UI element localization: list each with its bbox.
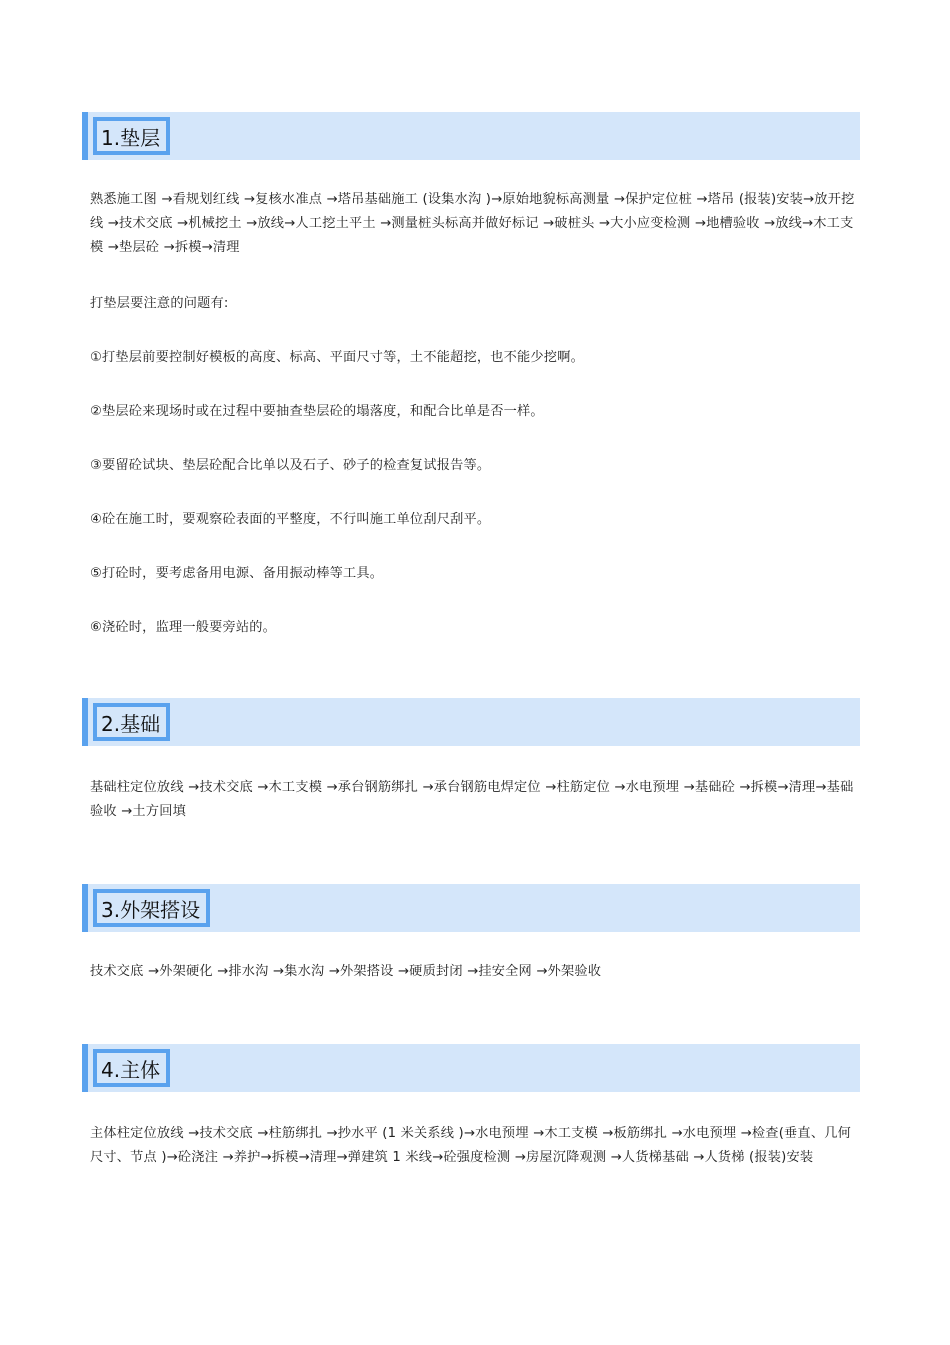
section-3-heading: 3.外架搭设 (93, 889, 210, 927)
section-3-process: 技术交底 →外架硬化 →排水沟 →集水沟 →外架搭设 →硬质封闭 →挂安全网 →外架验收 (90, 964, 602, 979)
section-1-note-2: ②垫层砼来现场时或在过程中要抽查垫层砼的塌落度，和配合比单是否一样。 (90, 404, 544, 419)
section-4-process: 主体柱定位放线 →技术交底 →柱筋绑扎 →抄水平 (1 米关系线 )→水电预埋 →木工支模 →板筋绑扎 →水电预埋 →检查(垂直、几何尺寸、节点 )→砼浇注 →养护→拆模→清理→弹建筑 1 米线→砼强度检测 →房屋沉降观测 →人货梯基础 →人货梯 (报装)安装 (90, 1126, 851, 1165)
section-1-note-6: ⑥浇砼时，监理一般要旁站的。 (90, 620, 277, 635)
section-1-notes-title: 打垫层要注意的问题有: (90, 296, 229, 311)
section-1-heading-bar (82, 112, 860, 160)
section-2-process: 基础柱定位放线 →技术交底 →木工支模 →承台钢筋绑扎 →承台钢筋电焊定位 →柱筋定位 →水电预埋 →基础砼 →拆模→清理→基础验收 →土方回填 (90, 780, 854, 819)
section-1-heading: 1.垫层 (93, 117, 170, 155)
section-1-note-4: ④砼在施工时，要观察砼表面的平整度，不行叫施工单位刮尺刮平。 (90, 512, 491, 527)
section-1-note-3: ③要留砼试块、垫层砼配合比单以及石子、砂子的检查复试报告等。 (90, 458, 491, 473)
section-4-heading-bar (82, 1044, 860, 1092)
section-1-process: 熟悉施工图 →看规划红线 →复核水准点 →塔吊基础施工 (设集水沟 )→原始地貌标高测量 →保护定位桩 →塔吊 (报装)安装→放开挖线 →技术交底 →机械挖土 →放线→人工挖土平土 →测量桩头标高并做好标记 →破桩头 →大小应变检测 →地槽验收 →放线→木工支模 →垫层砼 →拆模→清理 (90, 192, 855, 255)
section-2-heading: 2.基础 (93, 703, 170, 741)
section-2-heading-bar (82, 698, 860, 746)
section-1-note-5: ⑤打砼时，要考虑备用电源、备用振动棒等工具。 (90, 566, 384, 581)
section-3-heading-bar (82, 884, 860, 932)
section-4-heading: 4.主体 (93, 1049, 170, 1087)
section-1-note-1: ①打垫层前要控制好模板的高度、标高、平面尺寸等，土不能超挖，也不能少挖啊。 (90, 350, 584, 365)
